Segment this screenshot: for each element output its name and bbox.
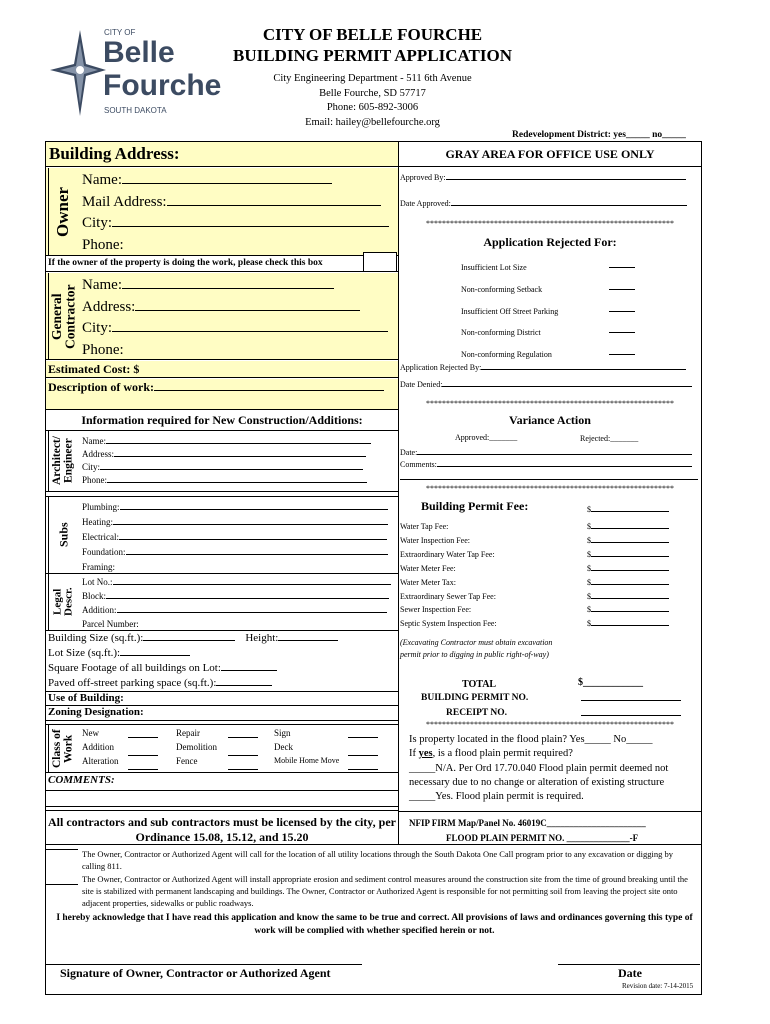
fee-title: Building Permit Fee: (421, 499, 529, 513)
water-tap-fee: Water Tap Fee: (400, 522, 449, 531)
flood-plain-block (409, 733, 653, 761)
water-inspection-fee: Water Inspection Fee: (400, 535, 470, 545)
dept-address: City Engineering Department - 511 6th Avenue (273, 73, 472, 84)
lot-size-field[interactable]: Lot Size (sq.ft.): (48, 646, 398, 661)
framing-field[interactable]: Framing: (82, 562, 115, 572)
office-use-header: GRAY AREA FOR OFFICE USE ONLY (399, 142, 701, 167)
legal-section (46, 574, 398, 631)
variance-date-field[interactable]: Date: (400, 448, 692, 457)
date-label: Date (618, 966, 642, 980)
divider-rule (46, 807, 398, 811)
septic-inspection-fee: Septic System Inspection Fee: (400, 619, 497, 629)
rej-setback[interactable]: Non-conforming Setback (461, 284, 543, 294)
class-new[interactable]: New (82, 728, 99, 738)
fee-list (400, 520, 497, 631)
addition-field[interactable]: Addition: (82, 603, 391, 617)
left-column (46, 142, 398, 844)
date-field[interactable] (558, 940, 700, 965)
class-deck[interactable]: Deck (274, 742, 293, 752)
parking-field[interactable]: Paved off-street parking space (sq.ft.): (48, 676, 398, 691)
rejection-blanks (609, 257, 635, 355)
class-demolition[interactable]: Demolition (176, 742, 217, 752)
architect-label: Architect/ Engineer (48, 431, 78, 491)
class-of-work-section (46, 724, 398, 773)
revision-date: Revision date: 7-14-2015 (622, 982, 694, 990)
description-line-2[interactable] (46, 396, 398, 410)
logo-fourche: Fourche (103, 69, 222, 102)
permit-no-label: BUILDING PERMIT NO. (421, 693, 529, 703)
class-of-work-label: Class of Work (48, 725, 78, 772)
lot-no-field[interactable]: Lot No.: (82, 575, 391, 589)
gc-city-field[interactable]: City: (82, 318, 388, 340)
star-compass-icon (46, 30, 106, 116)
flood-plain-permit-no[interactable]: FLOOD PLAIN PERMIT NO. ______________-F (446, 833, 639, 843)
contractor-section (46, 273, 398, 360)
electrical-field[interactable]: Electrical: (82, 530, 388, 545)
separator-stars-4: ************************************************************** (426, 720, 674, 729)
signature-field[interactable] (46, 940, 362, 965)
redevelopment-district[interactable]: Redevelopment District: yes_____ no_____ (512, 130, 686, 140)
rej-lot-size[interactable]: Insufficient Lot Size (461, 263, 527, 272)
excavating-note: (Excavating Contractor must obtain excavation permit prior to digging in public right-of-way) (400, 638, 553, 659)
gc-phone-field[interactable]: Phone: (82, 341, 124, 358)
owner-phone-field[interactable]: Phone: (82, 236, 124, 253)
nfip-field[interactable]: NFIP FIRM Map/Panel No. 46019C______________________ (409, 818, 646, 828)
owner-city-field[interactable]: City: (82, 213, 389, 235)
block-field[interactable]: Block: (82, 589, 391, 603)
city-logo (46, 26, 222, 121)
class-repair[interactable]: Repair (176, 728, 200, 738)
heating-field[interactable]: Heating: (82, 515, 388, 530)
building-address-row[interactable] (46, 142, 398, 167)
header (200, 24, 545, 130)
arch-address-field[interactable]: Address: (82, 448, 371, 461)
subs-section (46, 496, 398, 574)
owner-check-text: If the owner of the property is doing the work, please check this box (48, 258, 323, 268)
erosion-control-notice: The Owner, Contractor or Authorized Agent will install appropriate erosion and sediment control measures around the construction site from the time of ground breaking until the site is stabilized with permanent landscaping and buildings. The Owner, Contractor or Authorized Agent is responsible for not permitting soil from leaving the project site onto adjacent properties, sidewalks or public roadways. (82, 874, 688, 908)
fee-inputs[interactable]: $ $ $ $ $ $ $ $ (587, 520, 669, 631)
ack-811-initial-line[interactable] (46, 849, 78, 850)
logo-state: SOUTH DAKOTA (104, 106, 167, 115)
logo-city-of: CITY OF (104, 28, 136, 37)
use-of-building-field[interactable]: Use of Building: (46, 691, 398, 706)
owner-check-row (46, 256, 398, 272)
class-addition[interactable]: Addition (82, 742, 115, 752)
permit-no-field[interactable] (581, 691, 681, 701)
total-label: TOTAL (462, 679, 497, 690)
class-alteration[interactable]: Alteration (82, 756, 119, 766)
class-sign[interactable]: Sign (274, 728, 291, 738)
sewer-inspection-fee: Sewer Inspection Fee: (400, 605, 472, 615)
arch-name-field[interactable]: Name: (82, 435, 371, 448)
owner-mail-address-field[interactable]: Mail Address: (82, 192, 389, 214)
comments-field[interactable]: COMMENTS: (46, 774, 398, 791)
arch-city-field[interactable]: City: (82, 461, 371, 474)
info-required-heading: Information required for New Construction/Additions: (81, 413, 363, 427)
divider-rule (399, 808, 701, 812)
owner-name-field[interactable]: Name: (82, 170, 389, 192)
parcel-number-field[interactable]: Parcel Number: (82, 619, 139, 629)
variance-comment-line (400, 479, 698, 480)
signature-label: Signature of Owner, Contractor or Authorized Agent (60, 966, 331, 980)
logo-belle: Belle (103, 36, 175, 69)
separator-stars-3: ************************************************************** (426, 484, 674, 493)
fee-total-building[interactable]: $ (587, 505, 669, 514)
office-use-column (399, 142, 701, 844)
phone: Phone: 605-892-3006 (326, 102, 419, 113)
subs-label: Subs (48, 497, 78, 573)
flood-plain-question[interactable]: Is property located in the flood plain? Yes_____ No_____ (409, 734, 653, 745)
rej-parking[interactable]: Insufficient Off Street Parking (461, 306, 559, 316)
building-address-label: Building Address: (49, 144, 180, 163)
ack-erosion-initial-line[interactable] (46, 884, 78, 885)
square-footage-field[interactable]: Square Footage of all buildings on Lot: (48, 661, 398, 676)
flood-permit-question: If yes, is a flood plain permit required? (409, 748, 573, 759)
city-state: Belle Fourche, SD 57717 (319, 87, 426, 99)
comments-line-2[interactable] (46, 791, 398, 807)
building-size-field[interactable]: Building Size (sq.ft.): Height: (48, 631, 398, 646)
extraordinary-water-tap-fee: Extraordinary Water Tap Fee: (400, 549, 495, 559)
variance-comments-field[interactable]: Comments: (400, 460, 692, 469)
architect-section (46, 430, 398, 492)
licensed-notice: All contractors and sub contractors must be licensed by the city, per Ordinance 15.08, 15.12, and 15.20 (48, 815, 396, 844)
foundation-field[interactable]: Foundation: (82, 545, 388, 560)
extraordinary-sewer-tap-fee: Extraordinary Sewer Tap Fee: (400, 591, 496, 601)
date-approved-field[interactable]: Date Approved: (400, 199, 687, 208)
acknowledgement: I hereby acknowledge that I have read this application and know the same to be true and correct. All provisions of laws and ordinances governing this type of work will be complied with whether specified herein or not. (56, 913, 693, 936)
date-denied-field[interactable]: Date Denied: (400, 380, 692, 389)
owner-work-checkbox[interactable] (363, 252, 397, 272)
owner-section (46, 168, 398, 256)
form-title: CITY OF BELLE FOURCHE (262, 25, 483, 44)
variance-approved[interactable]: Approved:_______ (455, 433, 518, 442)
utility-locate-notice: The Owner, Contractor or Authorized Agent will call for the location of all utility locations through the South Dakota One Call program prior to any excavation or digging by calling 811. (82, 849, 673, 871)
separator-stars-2: ************************************************************** (426, 399, 674, 408)
flood-yes-option[interactable]: _____Yes. Flood plain permit is required. (409, 791, 584, 802)
estimated-cost-field[interactable]: Estimated Cost: $ (46, 361, 398, 378)
separator-stars-1: ************************************************************** (426, 219, 674, 228)
receipt-no-field[interactable] (581, 706, 681, 716)
plumbing-field[interactable]: Plumbing: (82, 500, 388, 515)
approved-by-field[interactable]: Approved By: (400, 173, 686, 182)
variance-heading: Variance Action (509, 413, 591, 427)
gc-address-field[interactable]: Address: (82, 297, 388, 319)
zoning-designation-field[interactable]: Zoning Designation: (46, 706, 398, 721)
form-subtitle: BUILDING PERMIT APPLICATION (233, 46, 512, 65)
class-fence[interactable]: Fence (176, 756, 198, 766)
description-field[interactable]: Description of work: (46, 379, 398, 396)
water-meter-fee: Water Meter Fee: (400, 563, 456, 573)
rejection-list (461, 257, 558, 366)
rej-district[interactable]: Non-conforming District (461, 328, 541, 338)
total-value[interactable]: $____________ (578, 677, 643, 688)
flood-na-option[interactable]: _____N/A. Per Ord 17.70.040 Flood plain permit deemed not necessary due to no change or alteration of existing structure (409, 763, 669, 788)
receipt-no-label: RECEIPT NO. (446, 708, 508, 718)
legal-description-label: Legal Descr. (48, 574, 78, 630)
variance-rejected[interactable]: Rejected:_______ (580, 434, 639, 443)
rej-regulation[interactable]: Non-conforming Regulation (461, 350, 552, 360)
arch-phone-field[interactable]: Phone: (82, 474, 371, 487)
water-meter-tax: Water Meter Tax: (400, 577, 456, 587)
email: Email: hailey@bellefourche.org (305, 116, 440, 128)
gc-name-field[interactable]: Name: (82, 275, 388, 297)
owner-label: Owner (48, 168, 76, 256)
rejected-by-field[interactable]: Application Rejected By: (400, 363, 686, 372)
general-contractor-label: General Contractor (48, 273, 78, 360)
building-size-block (48, 631, 398, 691)
footer-rule (46, 844, 701, 845)
rejected-for-heading: Application Rejected For: (483, 235, 617, 249)
class-mobile-home-move[interactable]: Mobile Home Move (274, 756, 340, 765)
